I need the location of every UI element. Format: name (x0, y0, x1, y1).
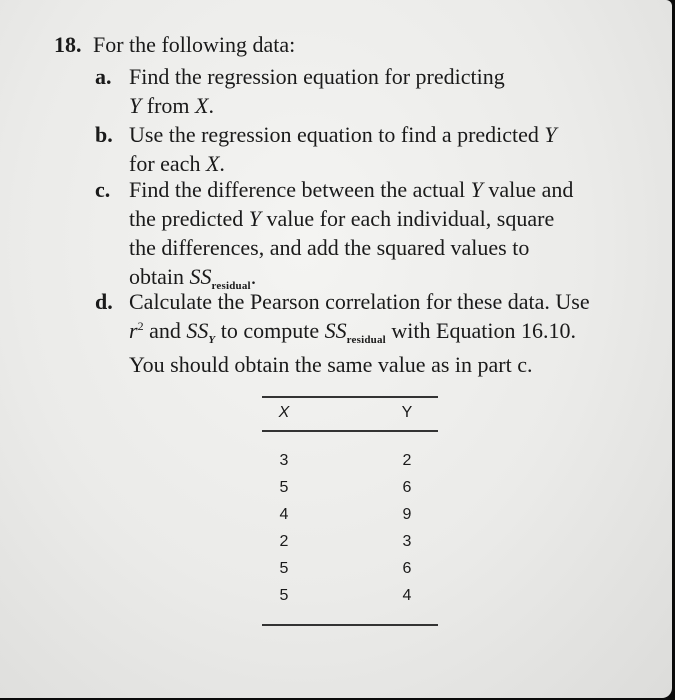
table-cell-x: 5 (279, 479, 289, 496)
table-cell-x: 5 (279, 560, 289, 577)
table-cell-y: 6 (402, 479, 412, 496)
part-a-text (129, 62, 649, 120)
table-cell-y: 4 (402, 587, 412, 604)
table-cell-x: 5 (279, 587, 289, 604)
table-cell-y: 6 (402, 560, 412, 577)
part-b-line1: Use the regression equation to find a predicted Y (129, 122, 557, 147)
part-b-label: b. (95, 122, 113, 147)
table-cell-y: 3 (402, 533, 412, 550)
question-number: 18. (54, 32, 82, 57)
part-d-label: d. (95, 289, 113, 314)
table-bottom-rule (262, 624, 438, 626)
part-c-line2: the predicted Y value for each individual, square (129, 206, 555, 231)
part-c-line1: Find the difference between the actual Y value and (129, 177, 574, 202)
table-cell-x: 2 (279, 533, 289, 550)
table-cell-x: 4 (279, 506, 289, 523)
part-b-line2: for each X. (129, 151, 225, 176)
table-cell-y: 2 (402, 452, 412, 469)
table-top-rule (262, 396, 438, 398)
part-d-line2: $r^2$ and $SS_Y$ to compute $SS_{residual}$ with Equation 16.10. (129, 318, 576, 346)
part-a-line2: Y from X. (129, 93, 214, 118)
part-a-line1: Find the regression equation for predicting (129, 64, 505, 89)
part-c-line3: the differences, and add the squared values to (129, 235, 530, 260)
table-header-y: Y (401, 404, 413, 421)
table-cell-x: 3 (279, 452, 289, 469)
part-d-line3: You should obtain the same value as in part c. (129, 352, 533, 377)
part-a-label: a. (95, 64, 112, 89)
table-header-x: X (278, 404, 290, 421)
part-d-text (129, 287, 649, 379)
part-c-line4: obtain $SS_{residual}$. (129, 264, 257, 292)
part-c-text (129, 175, 649, 296)
question-intro: For the following data: (93, 32, 296, 57)
part-d-line1: Calculate the Pearson correlation for these data. Use (129, 289, 590, 314)
part-b-text (129, 120, 649, 178)
table-cell-y: 9 (402, 506, 412, 523)
part-c-label: c. (95, 177, 111, 202)
table-header-rule (262, 430, 438, 432)
